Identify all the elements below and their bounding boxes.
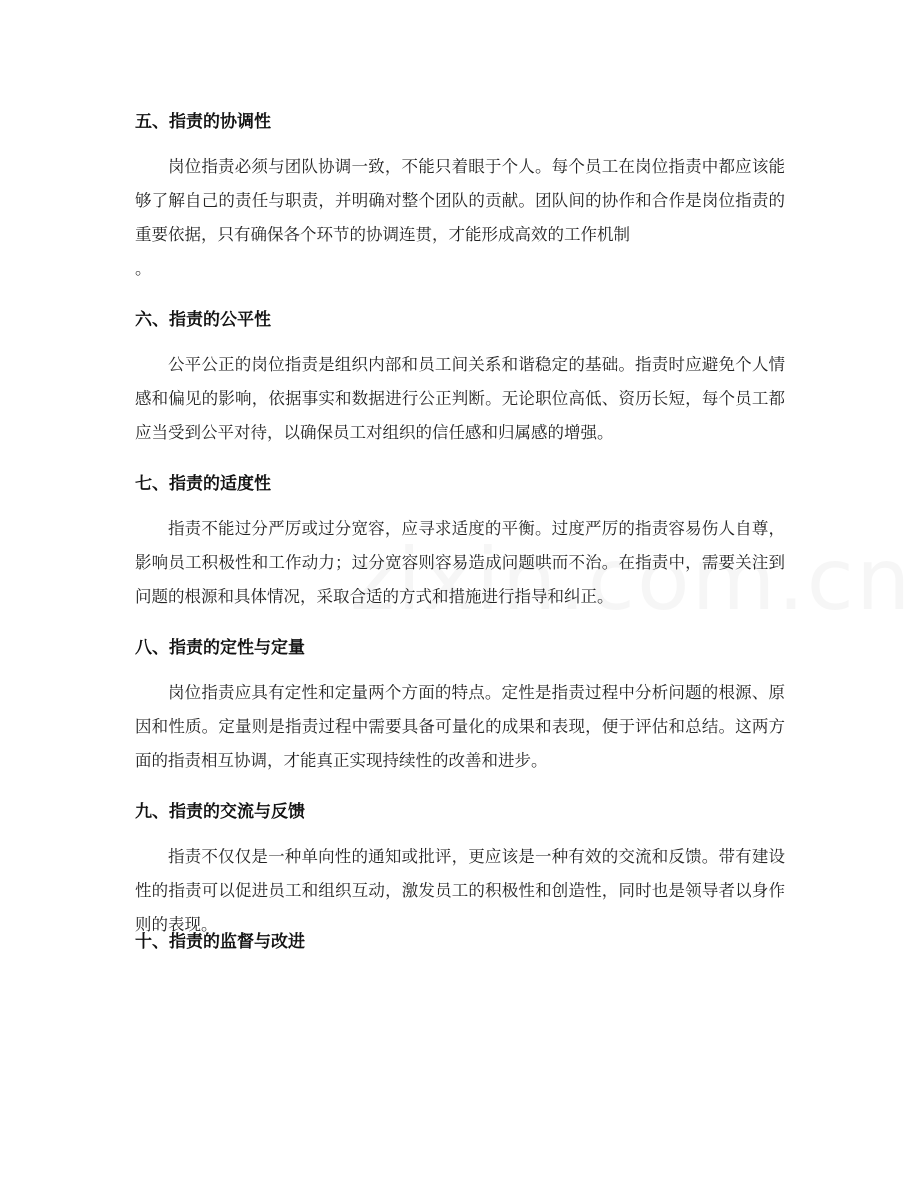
- section-title-5: 五、指责的协调性: [135, 112, 271, 132]
- section-title-8: 八、指责的定性与定量: [135, 638, 305, 658]
- document-content: [135, 104, 785, 960]
- section-title-6: 六、指责的公平性: [135, 310, 271, 330]
- section-body-9: 指责不仅仅是一种单向性的通知或批评，更应该是一种有效的交流和反馈。带有建设性的指责可以促进员工和组织互动，激发员工的积极性和创造性，同时也是领导者以身作则的表现。: [135, 847, 785, 934]
- section-body-8: 岗位指责应具有定性和定量两个方面的特点。定性是指责过程中分析问题的根源、原因和性质。定量则是指责过程中需要具备可量化的成果和表现，便于评估和总结。这两方面的指责相互协调，才能真正实现持续性的改善和进步。: [135, 683, 785, 770]
- section-body-5-tail: 。: [135, 259, 152, 278]
- section-body-7: 指责不能过分严厉或过分宽容，应寻求适度的平衡。过度严厉的指责容易伤人自尊，影响员工积极性和工作动力；过分宽容则容易造成问题哄而不治。在指责中，需要关注到问题的根源和具体情况，采取合适的方式和措施进行指导和纠正。: [135, 519, 785, 606]
- section-title-10: 十、指责的监督与改进: [135, 932, 305, 952]
- section-body-5-text: 岗位指责必须与团队协调一致，不能只着眼于个人。每个员工在岗位指责中都应该能够了解自己的责任与职责，并明确对整个团队的贡献。团队间的协作和合作是岗位指责的重要依据，只有确保各个环节的协调连贯，才能形成高效的工作机制: [135, 157, 785, 244]
- section-title-9: 九、指责的交流与反馈: [135, 802, 305, 822]
- section-body-5: [135, 150, 785, 286]
- section-body-6: 公平公正的岗位指责是组织内部和员工间关系和谐稳定的基础。指责时应避免个人情感和偏见的影响，依据事实和数据进行公正判断。无论职位高低、资历长短，每个员工都应当受到公平对待，以确保员工对组织的信任感和归属感的增强。: [135, 355, 785, 442]
- section-title-7: 七、指责的适度性: [135, 474, 271, 494]
